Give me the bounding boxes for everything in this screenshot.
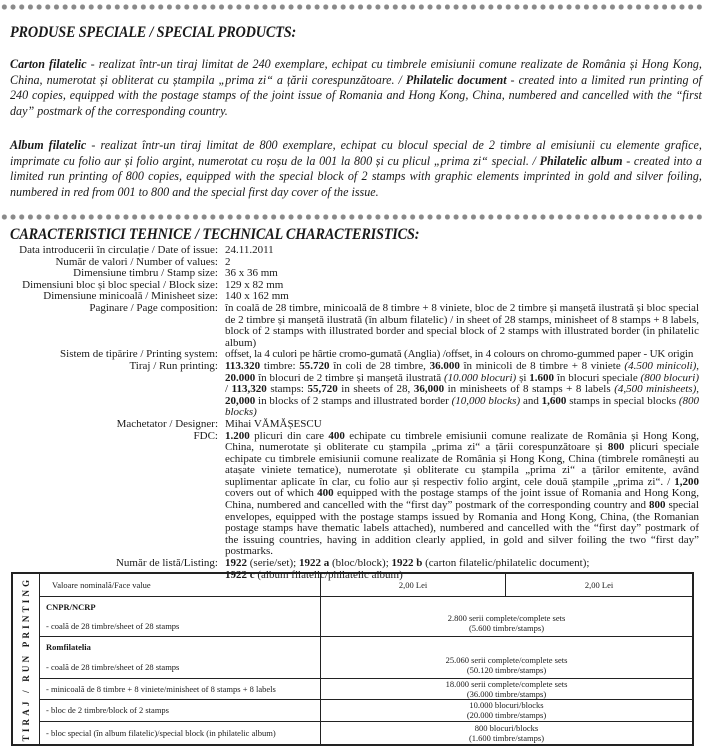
rf-sheet-label: - coală de 28 timbre/sheet of 28 stamps <box>46 662 180 672</box>
spec-value: 140 x 162 mm <box>225 290 289 303</box>
rf-minisheet-value: 18.000 serii complete/complete sets (36.000 timbre/stamps) <box>321 678 694 699</box>
spec-value: 24.11.2011 <box>225 244 274 256</box>
rf-special-label: - bloc special (în album filatelic)/special block (in philatelic album) <box>40 721 321 745</box>
spec-value: 113.320 timbre: 55.720 în coli de 28 timbre, 36.000 în minicoli de 8 timbre + 8 viniete (4.500 minicoli), 20.000 în blocuri de 2 timbre și manșetă ilustrată (10.000 blocuri) și 1.600 în blocuri speciale (800 blocuri) / 113,320 stamps: 55,720 in sheets of 28, 36,000 in minisheets of 8 stamps + 8 labels (4,500 minisheets), 20,000 in blocks of 2 stamps and illustrated border (10,000 blocks) and 1,600 stamps in special blocks (800 blocks) <box>225 359 700 419</box>
spec-row-run-printing <box>0 361 704 419</box>
spec-value: în coală de 28 timbre, minicoală de 8 timbre + 8 viniete, bloc de 2 timbre și manșetă ilustrată și bloc special de 2 timbre și manșetă ilustrată (în album filatelic) / in sheet of 28 stamps, minisheet of 8 stamps + 8 labels, block of 2 stamps with illustrated border and special block of 2 stamps with illustrated border (in philatelic album) <box>225 301 699 349</box>
spec-label: Paginare / Page composition: <box>89 301 218 314</box>
table-row-block <box>12 699 693 721</box>
spec-row-fdc <box>0 431 704 559</box>
dotted-separator <box>0 214 704 220</box>
dotted-separator <box>0 4 704 10</box>
spec-value: 1922 (serie/set); 1922 a (bloc/block); 1922 b (carton filatelic/philatelic document); 1922 c (album filatelic/philatelic album) <box>225 557 590 581</box>
spec-label: Sistem de tipărire / Printing system: <box>60 348 218 361</box>
spec-label: FDC: <box>193 429 218 442</box>
spec-row-date <box>0 245 704 257</box>
rf-sheet-value: 25.060 serii complete/complete sets (50.120 timbre/stamps) <box>321 636 694 678</box>
spec-value: 36 x 36 mm <box>225 267 278 280</box>
table-row-minisheet <box>12 678 693 699</box>
album-text-en: - created into a limited run printing of 800 copies, equipped with the special block of 2 stamps with graphic elements imprinted in gold and silver foiling, numbered in red from 001 to 800 and the special first day cover of the issue. <box>10 152 702 199</box>
rf-block-label: - bloc de 2 timbre/block of 2 stamps <box>40 699 321 721</box>
spec-value: 129 x 82 mm <box>225 278 284 291</box>
spec-label: Dimensiune minicoală / Minisheet size: <box>43 290 218 303</box>
spec-label: Număr de valori / Number of values: <box>55 255 218 268</box>
rf-block-value: 10.000 blocuri/blocks (20.000 timbre/stamps) <box>321 699 694 721</box>
special-products-heading: PRODUSE SPECIALE / SPECIAL PRODUCTS: <box>10 24 297 41</box>
romfilatelia-cell <box>40 636 321 678</box>
spec-value: Mihai VĂMĂȘESCU <box>225 417 322 430</box>
table-row-cnpr <box>12 596 693 636</box>
table-row-special-block <box>12 721 693 745</box>
romfilatelia-label: Romfilatelia <box>46 642 91 652</box>
spec-row-page-composition <box>0 303 704 349</box>
run-printing-table <box>11 572 694 746</box>
spec-label: Dimensiune timbru / Stamp size: <box>73 267 218 280</box>
carton-text-ro: - realizat într-un tiraj limitat de 240 exemplare, echipat cu timbrele emisiunii comune realizate de România și Hong Kong, China, numerotat și obliterat cu ștampila „prima zi“ a țării corespunzătoare. / <box>10 56 702 87</box>
spec-label: Dimensiuni bloc și bloc special / Block size: <box>22 278 218 291</box>
spec-label: Data introducerii în circulație / Date of issue: <box>19 244 218 256</box>
carton-title-ro: Carton filatelic <box>10 56 87 71</box>
spec-value: 2 <box>225 255 231 268</box>
cnpr-sheet-label: - coală de 28 timbre/sheet of 28 stamps <box>46 620 180 631</box>
cnpr-cell <box>40 596 321 636</box>
technical-specs <box>0 245 704 581</box>
spec-label: Machetator / Designer: <box>116 417 218 430</box>
carton-title-en: Philatelic document <box>405 71 507 87</box>
album-text-ro: - realizat într-un tiraj limitat de 800 exemplare, echipat cu blocul special de 2 timbre al emisiunii cu elemente grafice, imprimate cu folio aur și folio argint, numerotat cu roșu de la 001 la 800 și cu plicul „prima zi“ special. / <box>10 137 702 168</box>
album-title-en: Philatelic album <box>539 152 623 168</box>
rf-special-value: 800 blocuri/blocks (1.600 timbre/stamps) <box>321 721 694 745</box>
spec-value: offset, la 4 culori pe hârtie cromo-gumată (Anglia) /offset, in 4 colours on chromo-gummed paper - UK origin <box>225 348 694 361</box>
rf-minisheet-label: - minicoală de 8 timbre + 8 viniete/minisheet of 8 stamps + 8 labels <box>40 678 321 699</box>
technical-heading: CARACTERISTICI TEHNICE / TECHNICAL CHARACTERISTICS: <box>10 226 420 243</box>
spec-label: Număr de listă/Listing: <box>115 557 218 570</box>
spec-value: 1.200 plicuri din care 400 echipate cu timbrele emisiunii comune realizate de România și Hong Kong, China, numerotate și obliterate cu ștampila „prima zi“ a țării corespunzătoare și 800 plicuri speciale echipate cu timbrele emisiunii comune realizate de România și Hong Kong, China (timbrele românești au atașate viniete tematice), numerotate și obliterate cu ștampila „prima zi“ a țărilor emitente, având suplimentar aplicate în clar, cu folio aur și respectiv folio argint, cele două ștampile „prima zi“. / 1,200 covers out of which 400 equipped with the postage stamps of the joint issue of Romania and Hong Kong, China, numbered and cancelled with the “first day” postmark of the corresponding country and 800 special envelopes, equipped with the postage stamps issued by Romania and Hong Kong, China, (the Romanian postage stamps have thematic labels attached), numbered and cancelled with the “first day” postmark of the issuing countries, having in addition clearly applied, in gold and silver foiling the two “first day” postmarks. <box>225 429 700 558</box>
cnpr-label: CNPR/NCRP <box>46 601 96 612</box>
table-row-face-value <box>12 573 693 596</box>
cnpr-sheet-value: 2.800 serii complete/complete sets (5.600 timbre/stamps) <box>321 596 694 636</box>
carton-text-en: - created into a limited run printing of 240 copies, equipped with the postage stamps of the joint issue of Romania and Hong Kong, China, numbered and cancelled with the “first day” postmark of the corresponding country. <box>10 71 702 118</box>
face-value-1: 2,00 Lei <box>321 573 506 596</box>
face-value-label: Valoare nominală/Face value <box>40 573 321 596</box>
spec-label: Tiraj / Run printing: <box>129 359 218 372</box>
album-title-ro: Album filatelic <box>10 137 87 152</box>
table-side-label: TIRAJ / RUN PRINTING <box>12 573 40 745</box>
philatelic-album-paragraph <box>10 137 702 199</box>
philatelic-document-paragraph <box>10 56 702 118</box>
table-row-romfilatelia-sheet <box>12 636 693 678</box>
face-value-2: 2,00 Lei <box>506 573 693 596</box>
